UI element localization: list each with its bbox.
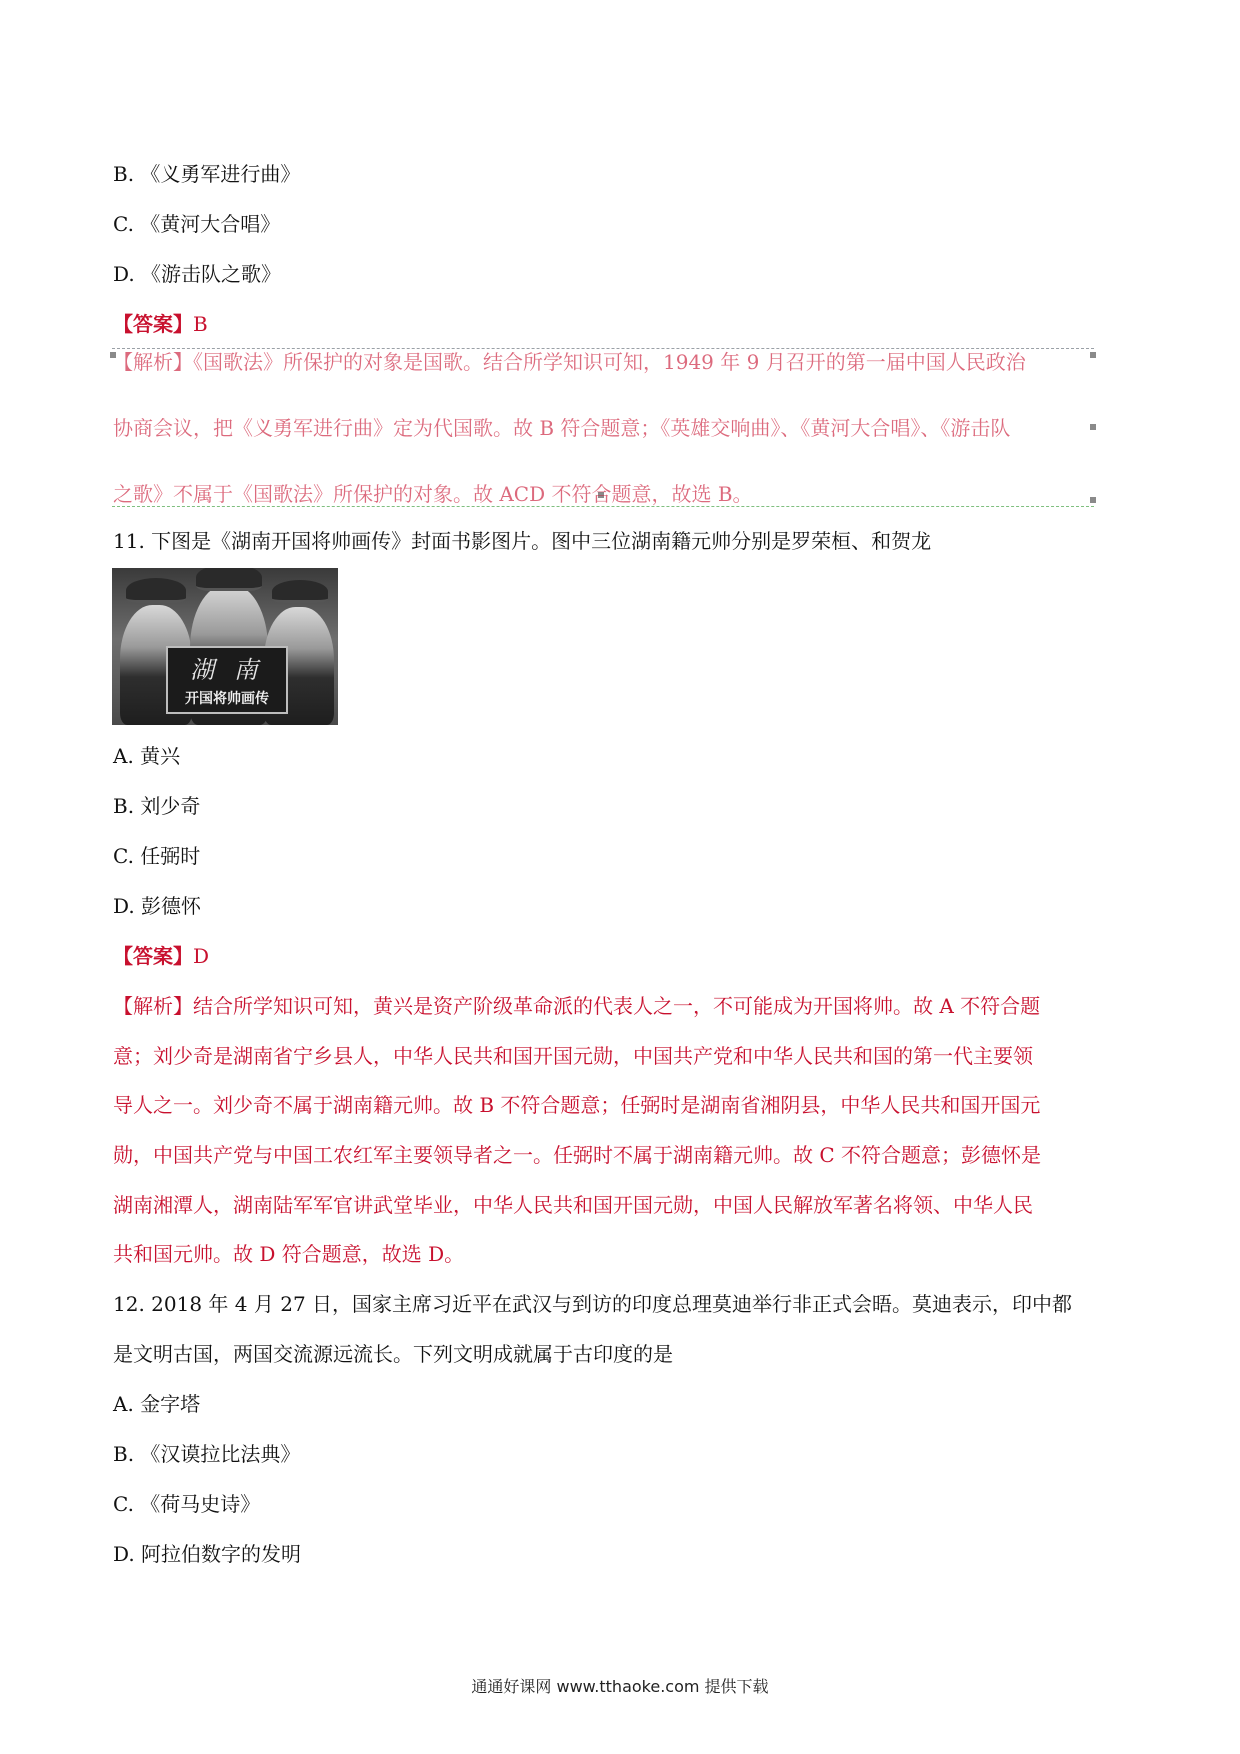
cap-icon xyxy=(126,578,186,603)
q11-stem: 11. 下图是《湖南开国将帅画传》封面书影图片。图中三位湖南籍元帅分别是罗荣桓、和贺龙 xyxy=(113,529,932,553)
cover-plaque xyxy=(166,646,288,714)
q11-explanation-line: 共和国元帅。故 D 符合题意，故选 D。 xyxy=(113,1242,465,1266)
cap-icon xyxy=(196,568,262,591)
q11-explanation-line: 勋，中国共产党与中国工农红军主要领导者之一。任弼时不属于湖南籍元帅。故 C 不符合题意；彭德怀是 xyxy=(113,1143,1042,1167)
q10-option-c: C. 《黄河大合唱》 xyxy=(113,212,281,236)
cover-title: 湖 南 xyxy=(190,656,264,684)
q10-explanation-line: 协商会议，把《义勇军进行曲》定为代国歌。故 B 符合题意；《英雄交响曲》、《黄河大合唱》、《游击队 xyxy=(113,416,1011,440)
q11-explanation-line: 意；刘少奇是湖南省宁乡县人，中华人民共和国开国元勋，中国共产党和中华人民共和国的第一代主要领 xyxy=(113,1044,1033,1068)
q10-answer xyxy=(113,310,208,338)
q12-stem-line: 是文明古国，两国交流源远流长。下列文明成就属于古印度的是 xyxy=(113,1342,673,1366)
q12-option-c: C. 《荷马史诗》 xyxy=(113,1492,261,1516)
q11-explanation-line: 导人之一。刘少奇不属于湖南籍元帅。故 B 不符合题意；任弼时是湖南省湘阴县，中华人民共和国开国元 xyxy=(113,1093,1041,1117)
resize-handle[interactable] xyxy=(1090,424,1096,430)
q12-option-b: B. 《汉谟拉比法典》 xyxy=(113,1442,301,1466)
q12-stem-line: 12. 2018 年 4 月 27 日，国家主席习近平在武汉与到访的印度总理莫迪举行非正式会晤。莫迪表示，印中都 xyxy=(113,1292,1073,1316)
q11-answer xyxy=(113,942,209,970)
q12-option-a: A. 金字塔 xyxy=(113,1392,201,1416)
cover-subtitle: 开国将帅画传 xyxy=(185,691,269,707)
q10-option-b: B. 《义勇军进行曲》 xyxy=(113,162,301,186)
q10-option-d: D. 《游击队之歌》 xyxy=(113,262,282,286)
cap-icon xyxy=(272,580,328,603)
page-footer[interactable]: 通通好课网 www.tthaoke.com 提供下载 xyxy=(471,1677,769,1696)
resize-handle[interactable] xyxy=(1090,497,1096,503)
q11-option-b: B. 刘少奇 xyxy=(113,794,201,818)
answer-tag: 【答案】 xyxy=(113,312,193,336)
q10-explanation-line: 【解析】《国歌法》所保护的对象是国歌。结合所学知识可知，1949 年 9 月召开的第一届中国人民政治 xyxy=(113,350,1026,374)
answer-value: D xyxy=(193,944,210,968)
q12-option-d: D. 阿拉伯数字的发明 xyxy=(113,1542,302,1566)
answer-tag: 【答案】 xyxy=(113,944,193,968)
q11-option-a: A. 黄兴 xyxy=(113,744,181,768)
answer-value: B xyxy=(193,312,208,336)
book-cover-image xyxy=(112,568,338,725)
q11-option-c: C. 任弼时 xyxy=(113,844,201,868)
q11-option-d: D. 彭德怀 xyxy=(113,894,202,918)
q11-explanation-line: 【解析】结合所学知识可知，黄兴是资产阶级革命派的代表人之一，不可能成为开国将帅。故 A 不符合题 xyxy=(113,994,1041,1018)
q11-explanation-line: 湖南湘潭人，湖南陆军军官讲武堂毕业，中华人民共和国开国元勋，中国人民解放军著名将领、中华人民 xyxy=(113,1193,1033,1217)
q10-explanation-line: 之歌》不属于《国歌法》所保护的对象。故 ACD 不符合题意，故选 B。 xyxy=(113,482,753,506)
resize-handle[interactable] xyxy=(1090,352,1096,358)
